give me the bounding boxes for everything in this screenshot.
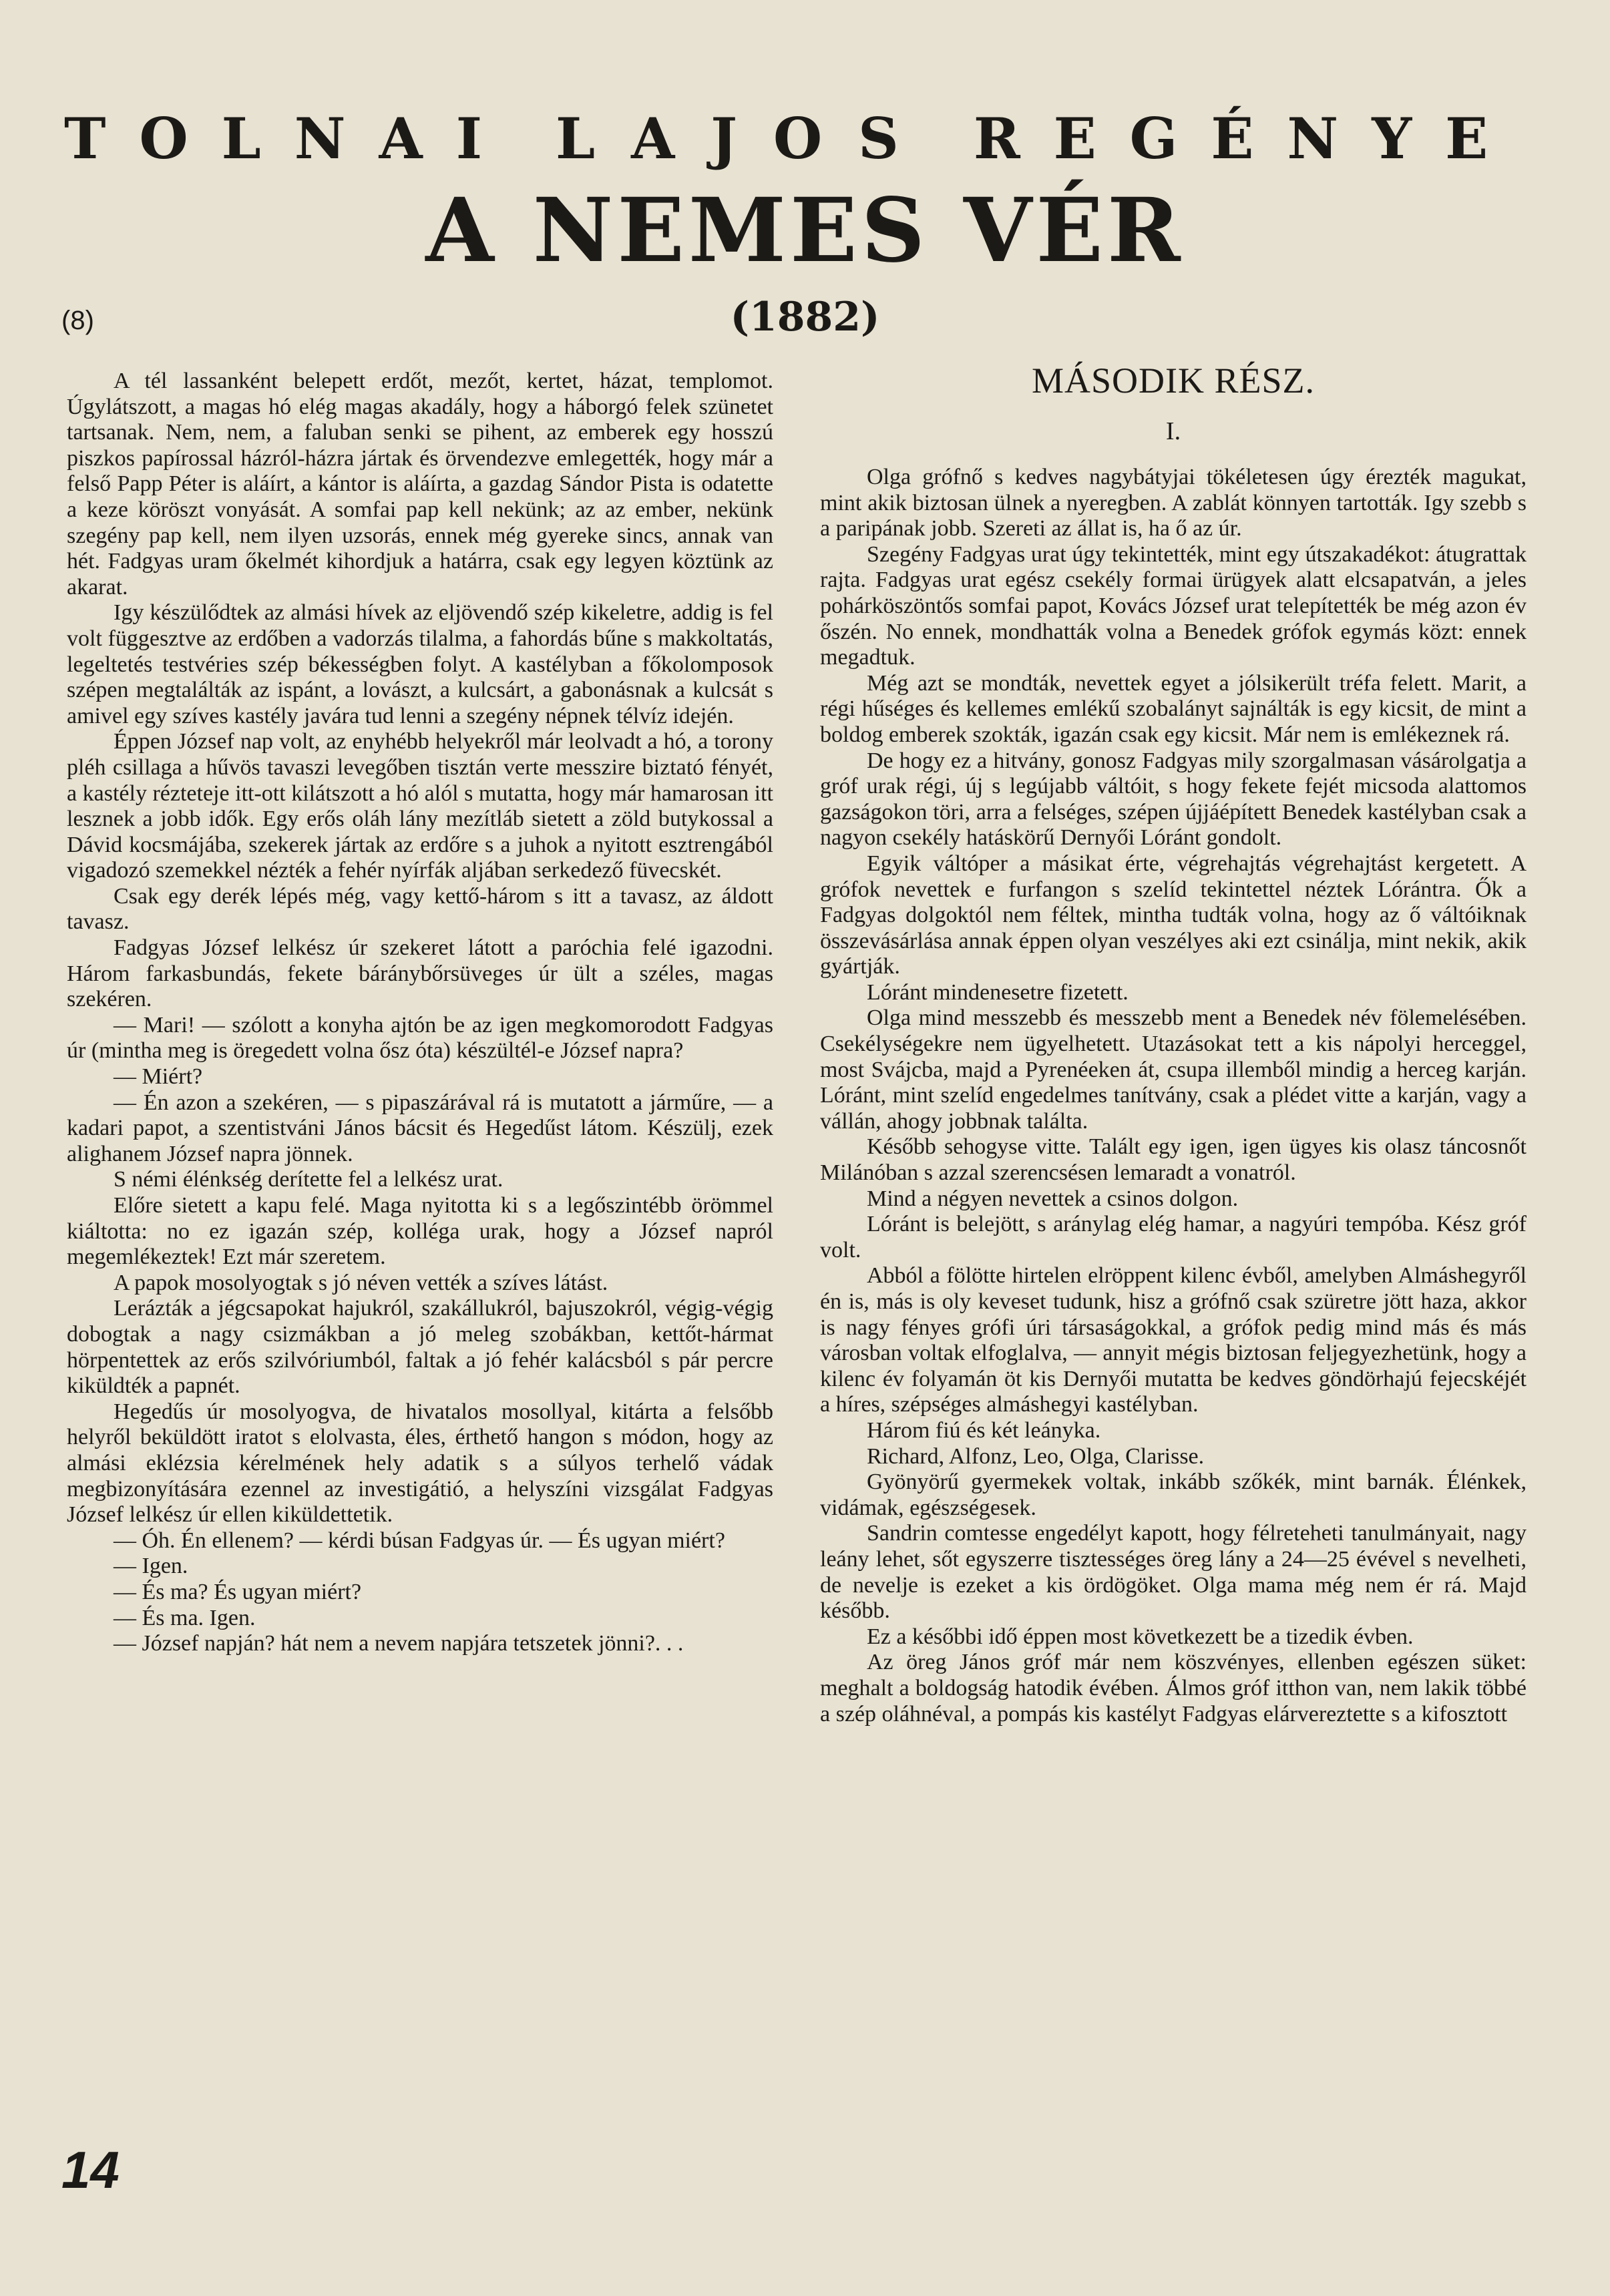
paragraph: Éppen József nap volt, az enyhébb helyekről már leolvadt a hó, a torony pléh csillaga a hűvös tavaszi levegőben tisztán verte messzire biztató fényét, a kastély rézteteje itt-ott kilátszott a hó alól s mutatta, hogy már hamarosan itt lesznek a jobb idők. Egy erős oláh lány mezítláb sietett a zöld butykossal a Dávid kocsmájába, szekerek jártak az erdőre s a juhok a nyitott esztrengából vigadozó szemekkel nézték a fehér nyírfák aljában serkedező füvecskét. [67,729,773,883]
novel-title: A NEMES VÉR [425,179,1185,282]
chapter-number: I. [1165,417,1181,445]
paragraph: Sandrin comtesse engedélyt kapott, hogy félreteheti tanulmányait, nagy leány lehet, sőt egyszerre tisztességes öreg lány a 24—25 évével s nevelheti, de nevelje is ezeket a kis ördögöket. Olga mama még nem ér rá. Majd később. [820,1521,1527,1624]
novel-year: (1882) [730,294,880,340]
paragraph: Lerázták a jégcsapokat hajukról, szakállukról, bajuszokról, végig-végig dobogtak a nagy csizmákban a jó meleg szobákban, kettőt-hármat hörpentettek az erős szilvóriumból, faltak a jó fehér kalácsból s pár percre kiküldték a papnét. [67,1296,773,1399]
author-heading [64,105,1533,172]
paragraph: Később sehogyse vitte. Talált egy igen, igen ügyes kis olasz táncosnőt Milánóban s azzal szerencsésen lemaradt a vonatról. [820,1134,1527,1186]
paragraph: — Óh. Én ellenem? — kérdi búsan Fadgyas úr. — És ugyan miért? [114,1528,725,1553]
paragraph: Mind a négyen nevettek a csinos dolgon. [867,1186,1239,1211]
paragraph: S némi élénkség derítette fel a lelkész urat. [114,1167,504,1192]
paragraph: — Miért? [114,1064,203,1090]
paragraph: Szegény Fadgyas urat úgy tekintették, mint egy útszakadékot: átugrattak rajta. Fadgyas urat egész csekély formai ürügyek alatt elcsapatván, a jeles pohárköszöntős somfai papot, Kovács József urat telepítették be még azon év őszén. No ennek, mondhatták volna a Benedek grófok egymás közt: ennek megadtuk. [820,541,1527,670]
installment-number: (8) [61,306,94,335]
paragraph: — És ma. Igen. [114,1605,256,1630]
paragraph: Csak egy derék lépés még, vagy kettő-három s itt a tavasz, az áldott tavasz. [67,883,773,935]
paragraph: Fadgyas József lelkész úr szekeret látott a paróchia felé igazodni. Három farkasbundás, fekete báránybőrsüveges úr ült a széles, magas szekéren. [67,935,773,1012]
paragraph: Abból a fölötte hirtelen elröppent kilenc évből, amelyben Almáshegyről én is, más is oly keveset tudunk, hisz a grófnő csak szüretre jött haza, akkor is nagy fényes grófi úri társaságokkal, a grófok pedig mind más és más városban voltak elfoglalva, — annyit mégis biztosan feljegyezhetünk, hogy a kilenc év folyamán öt kis Dernyői mutatta be kedves göndörhajú fejecskéjét a híres, szépséges almáshegyi kastélyban. [820,1263,1527,1417]
paragraph: De hogy ez a hitvány, gonosz Fadgyas mily szorgalmasan vásárolgatja a gróf urak régi, új s legújabb váltóit, s hogy fekete fejét micsoda alattomos gazságokon töri, arra a felséges, szépen újjáépített Benedek kastélyban csak a nagyon csekély hatáskörű Dernyői Lóránt gondolt. [820,748,1527,851]
paragraph: Gyönyörű gyermekek voltak, inkább szőkék, mint barnák. Élénkek, vidámak, egészségesek. [820,1469,1527,1520]
paragraph: Olga mind messzebb és messzebb ment a Benedek név fölemelésében. Csekélységekre nem ügyelhetett. Utazásokat tett a kis nápolyi herceggel, most Svájcba, majd a Pyrenéeken át, csupa illemből mindig a herceg karján. Lóránt, mint szelíd engedelmes tanítvány, csak a plédet vitte a karján, vagy a vállán, ahogy jobbnak találta. [820,1005,1527,1134]
paragraph: — Igen. [114,1554,188,1579]
paragraph: — Mari! — szólott a konyha ajtón be az igen megkomorodott Fadgyas úr (mintha meg is öregedett volna ősz óta) készültél-e József napra? [67,1012,773,1064]
page-number: 14 [61,2140,120,2199]
paragraph: — József napján? hát nem a nevem napjára tetszetek jönni?. . . [114,1631,684,1656]
paragraph: Egyik váltóper a másikat érte, végrehajtás végrehajtást kergetett. A grófok nevettek e furfangon s szelíd tekintettel néztek Lórántra. Ők a Fadgyas dolgoktól nem féltek, mintha tudták volna, hogy az ő váltóiknak összevásárlása annak éppen olyan veszélyes aki ezt csinálja, mint nekik, akik gyártják. [820,851,1527,979]
paragraph: Az öreg János gróf már nem köszvényes, ellenben egészen süket: meghalt a boldogság hatodik évében. Álmos gróf itthon van, nem lakik többé a szép oláhnéval, a pompás kis kastélyt Fadgyas elárvereztette s a kifosztott [820,1650,1527,1727]
paragraph: Három fiú és két leányka. [867,1417,1101,1443]
left-column [67,369,773,1657]
paragraph: Richard, Alfonz, Leo, Olga, Clarisse. [867,1443,1205,1469]
paragraph: — Én azon a szekéren, — s pipaszárával rá is mutatott a járműre, — a kadari papot, a szentistváni János bácsit és Hegedűst látom. Készülj, ezek alighanem József napra jönnek. [67,1090,773,1166]
paragraph: Előre sietett a kapu felé. Maga nyitotta ki s a legőszintébb örömmel kiáltotta: no ez igazán szép, kolléga urak, hogy a József napról megemlékeztek! Ezt már szeretem. [67,1193,773,1270]
paragraph: Lóránt mindenesetre fizetett. [867,979,1129,1005]
part-heading: MÁSODIK RÉSZ. [1031,361,1316,401]
paragraph: Lóránt is belejött, s aránylag elég hamar, a nagyúri tempóba. Kész gróf volt. [820,1212,1527,1262]
paragraph: Ez a későbbi idő éppen most következett be a tizedik évben. [867,1624,1414,1649]
paragraph: Hegedűs úr mosolyogva, de hivatalos mosollyal, kitárta a felsőbb helyről beküldött iratot s elolvasta, éles, érthető hangon s módon, hogy az almási eklézsia kérelmének hely adatik s a súlyos terhelő vádak megbizonyítására ezennel az investigátió, a helyszíni vizsgálat Fadgyas József lelkész úr ellen kiküldettetik. [67,1399,773,1528]
author-last-name: LAJOS [556,105,935,172]
paragraph: Még azt se mondták, nevettek egyet a jólsikerült tréfa felett. Marit, a régi hűséges és kellemes emlékű szobalányt sajnálták is egy kicsit, de mint a boldog emberek szokták, igazán csak egy kicsit. Már nem is emlékeznek rá. [820,670,1527,747]
right-column-text [820,465,1527,1727]
right-column [820,361,1527,1727]
paragraph: Olga grófnő s kedves nagybátyjai tökéletesen úgy érezték magukat, mint akik biztosan ülnek a nyeregben. A zablát könnyen tartották. Igy szebb s a paripának jobb. Szereti az állat is, ha ő az úr. [820,465,1527,541]
paragraph: — És ma? És ugyan miért? [114,1579,362,1604]
author-first-name: TOLNAI [64,105,516,172]
paragraph: Igy készülődtek az almási hívek az eljövendő szép kikeletre, addig is fel volt függesztve az erdőben a vadorzás tilalma, a fahordás bűne s makkoltatás, legeltetés testvéries szép békességben folyt. A kastélyban a főkolomposok szépen megtalálták az ispánt, a lovászt, a kulcsárt, a gabonásnak a kulcsát s amivel egy szíves kastély javára tud lenni a szegény népnek télvíz idején. [67,600,773,728]
author-novel-word: REGÉNYE [973,105,1522,172]
paragraph: A papok mosolyogtak s jó néven vették a szíves látást. [114,1270,608,1295]
paragraph: A tél lassanként belepett erdőt, mezőt, kertet, házat, templomot. Úgylátszott, a magas hó elég magas akadály, hogy a háborgó felek szünetet tartsanak. Nem, nem, a faluban senki se pihent, az emberek egy hosszú piszkos papírossal házról-házra jártak és örvendezve emlegették, hogy már a felső Papp Péter is aláírt, a kántor is aláírta, a gazdag Sándor Pista is odatette a keze köröszt vonyását. A somfai pap kell nekünk; az az ember, nekünk szegény pap kell, nem ilyen uzsorás, ennek még gyereke sincs, annak van hét. Fadgyas uram őkelmét kihordjuk a határra, csak egy legyen köztünk az akarat. [67,369,773,600]
